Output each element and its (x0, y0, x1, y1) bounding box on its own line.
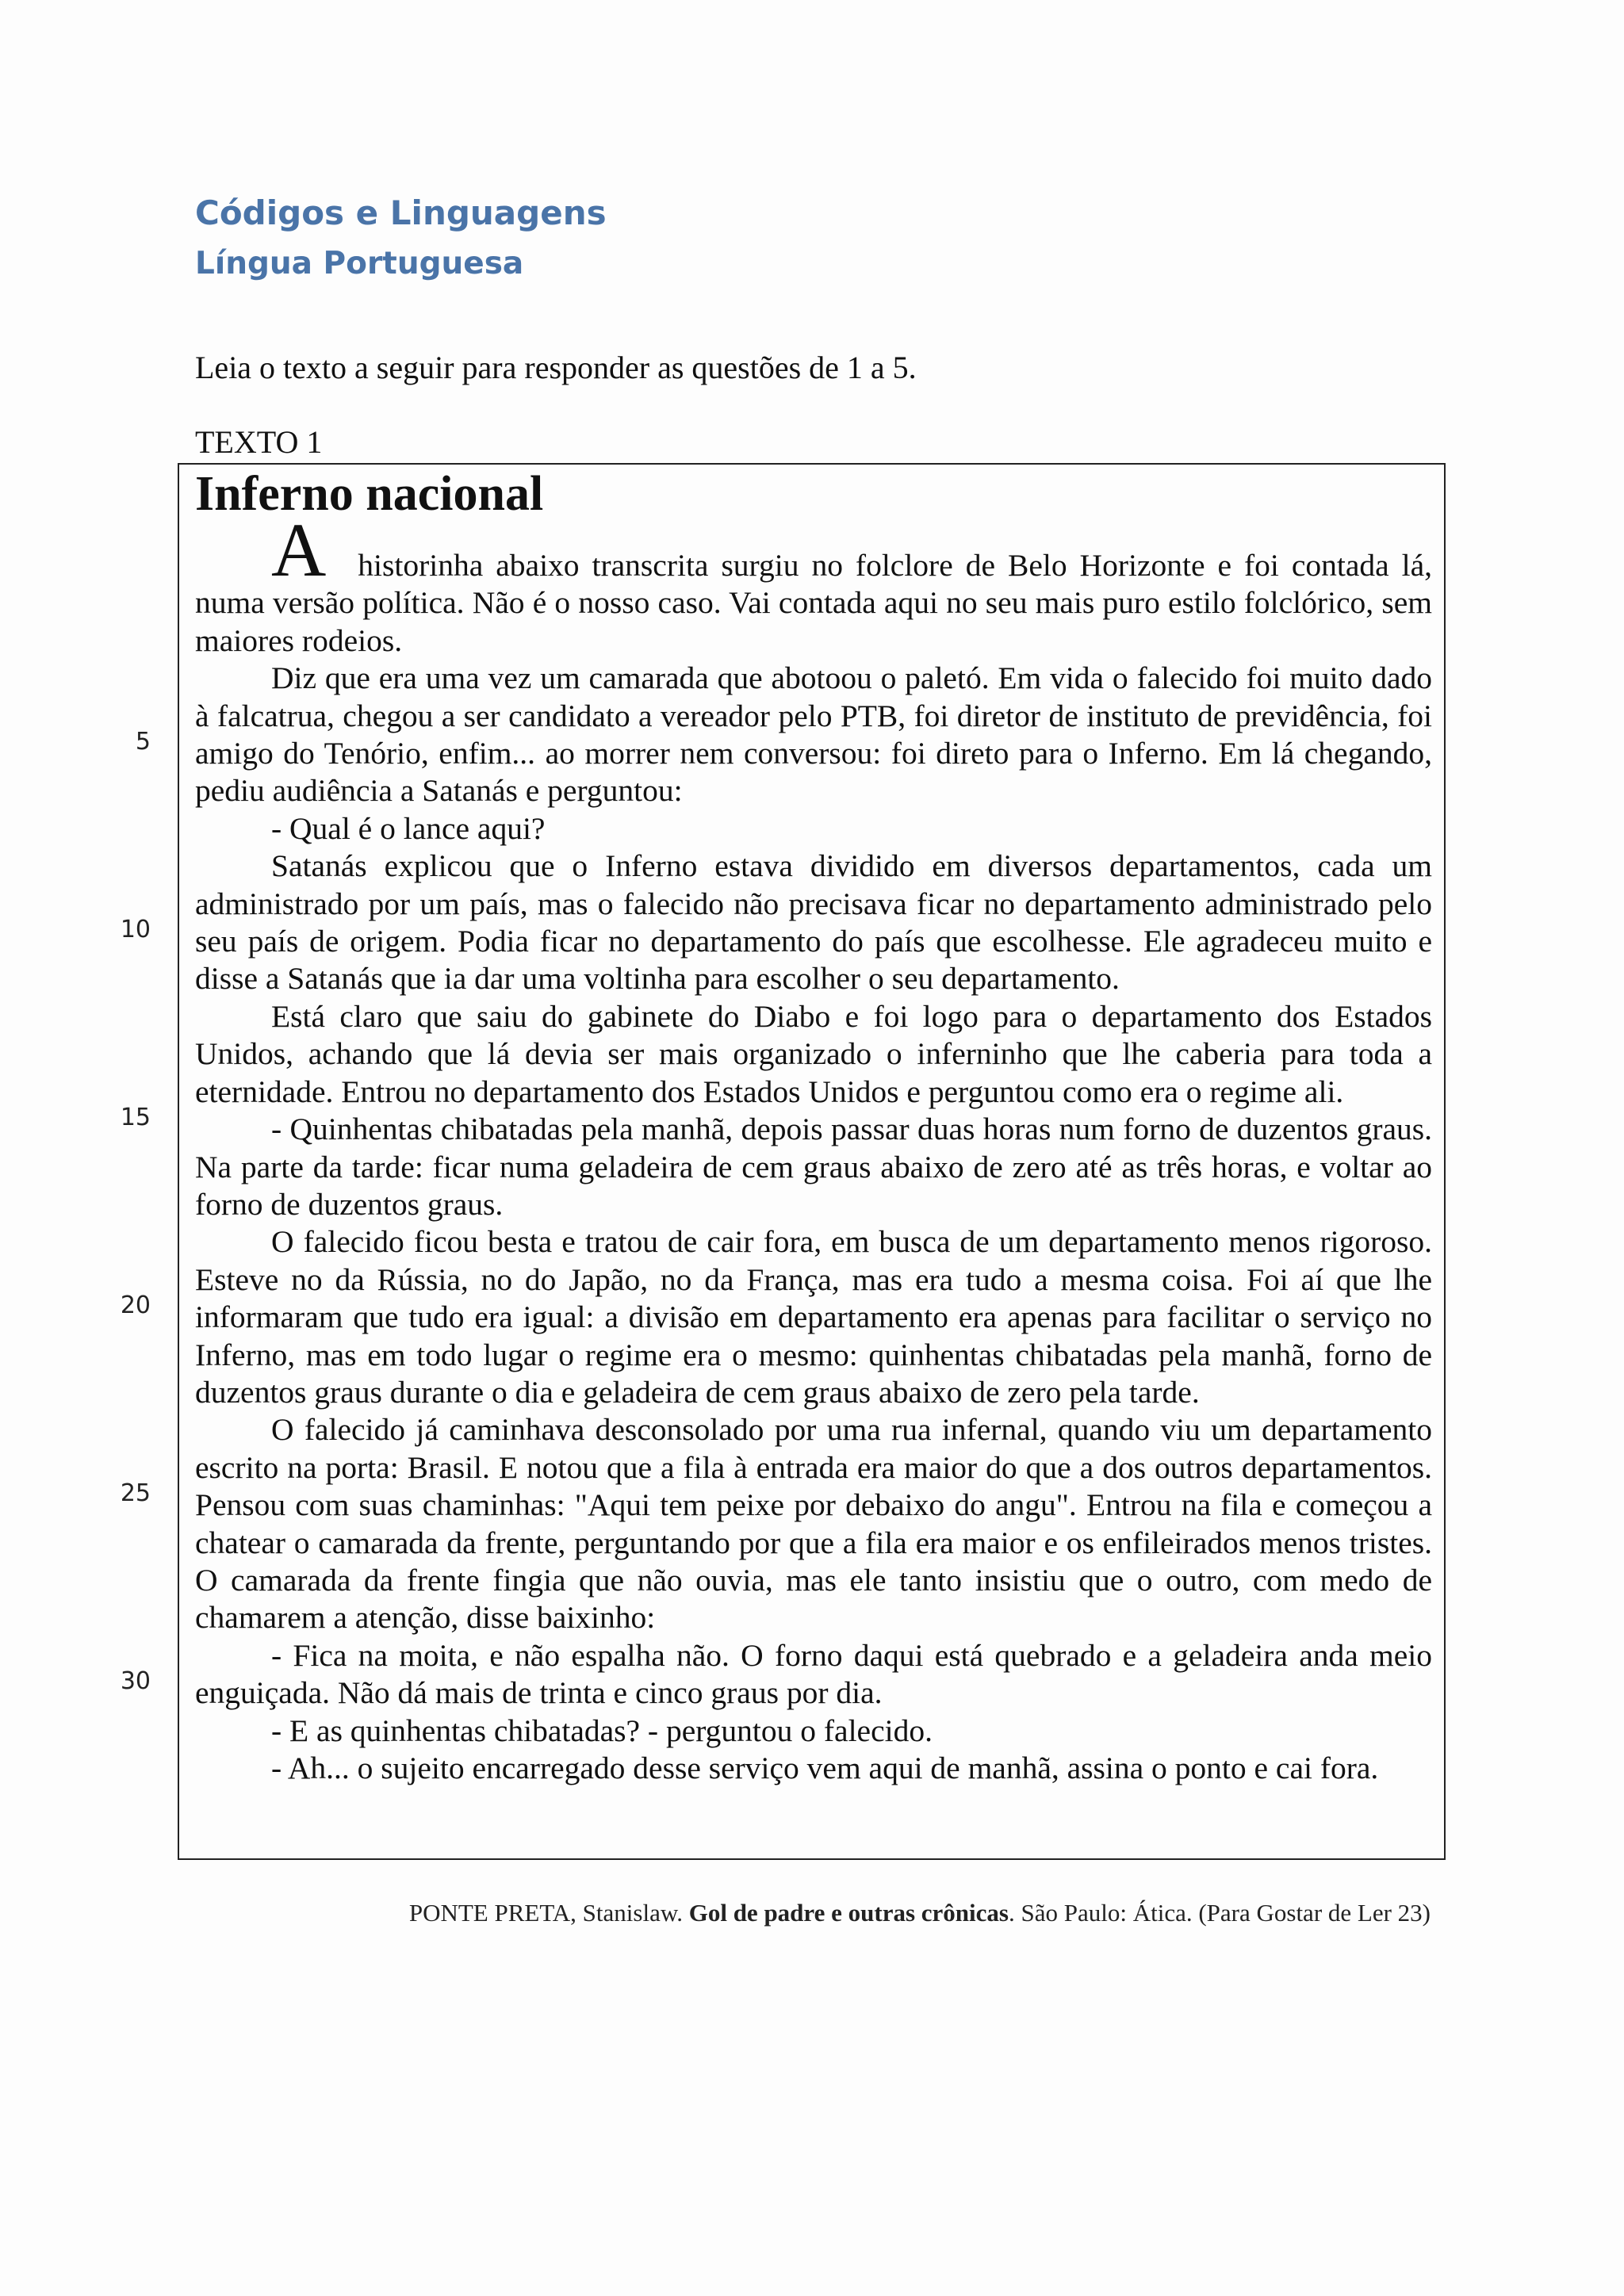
line-number: 20 (120, 1292, 151, 1319)
story-paragraph: - Qual é o lance aqui? (271, 810, 546, 846)
line-number: 25 (120, 1479, 151, 1507)
story-body (195, 507, 1432, 1787)
story-paragraph (195, 507, 1432, 660)
story-paragraph: - Quinhentas chibatadas pela manhã, depois passar duas horas num forno de duzentos graus. Na parte da tarde: ficar numa geladeira de cem graus abaixo de zero até as três horas, e voltar ao forno de duzentos graus. (195, 1112, 1432, 1222)
line-number: 5 (135, 728, 151, 756)
discipline-heading: Língua Portuguesa (195, 246, 524, 281)
credit-author: PONTE PRETA, Stanislaw. (408, 1899, 689, 1927)
story-paragraph: O falecido já caminhava desconsolado por uma rua infernal, quando viu um departamento escrito na porta: Brasil. E notou que a fila à entrada era maior do que a dos outros departamentos. Pensou com suas chaminhas: "Aqui tem peixe por debaixo do angu". Entrou na fila e começou a chatear o camarada da frente, perguntando por que a fila era maior e os enfileirados menos tristes. O camarada da frente fingia que não ouvia, mas ele tanto insistiu que o outro, com medo de chamarem a atenção, disse baixinho: (195, 1412, 1432, 1636)
paragraph-text: historinha abaixo transcrita surgiu no folclore de Belo Horizonte e foi contada lá, numa versão política. Não é o nosso caso. Vai contada aqui no seu mais puro estilo folclórico, sem maiores rodeios. (195, 548, 1432, 658)
credit-book-title: Gol de padre e outras crônicas (688, 1899, 1009, 1927)
line-number: 15 (120, 1104, 151, 1131)
drop-cap: A (271, 507, 327, 592)
line-number: 10 (120, 916, 151, 943)
story-paragraph: - Ah... o sujeito encarregado desse serviço vem aqui de manhã, assina o ponto e cai fora. (271, 1751, 1379, 1785)
source-credit (409, 1899, 1431, 1927)
story-title: Inferno nacional (195, 467, 544, 521)
story-paragraph: - E as quinhentas chibatadas? - perguntou o falecido. (271, 1712, 933, 1748)
story-paragraph: O falecido ficou besta e tratou de cair fora, em busca de um departamento menos rigoroso. Esteve no da Rússia, no do Japão, no da França, mas era tudo a mesma coisa. Foi aí que lhe informaram que tudo era igual: a divisão em departamento era apenas para facilitar o serviço no Inferno, mas em todo lugar o regime era o mesmo: quinhentas chibatadas pela manhã, forno de duzentos graus durante o dia e geladeira de cem graus abaixo de zero pela tarde. (195, 1224, 1432, 1410)
story-paragraph: - Fica na moita, e não espalha não. O forno daqui está quebrado e a geladeira anda meio enguiçada. Não dá mais de trinta e cinco graus por dia. (195, 1637, 1432, 1711)
line-number: 30 (120, 1667, 151, 1695)
instruction-text: Leia o texto a seguir para responder as questões de 1 a 5. (195, 350, 917, 385)
credit-publisher: . São Paulo: Ática. (Para Gostar de Ler 23) (1008, 1899, 1431, 1927)
story-paragraph: Satanás explicou que o Inferno estava dividido em diversos departamentos, cada um administrado por um país, mas o falecido não precisava ficar no departamento administrado pelo seu país de origem. Podia ficar no departamento do país que escolhesse. Ele agradeceu muito e disse a Satanás que ia dar uma voltinha para escolher o seu departamento. (195, 848, 1432, 997)
story-paragraph: Está claro que saiu do gabinete do Diabo e foi logo para o departamento dos Estados Unidos, achando que lá devia ser mais organizado o inferninho que lhe caberia para toda a eternidade. Entrou no departamento dos Estados Unidos e perguntou como era o regime ali. (195, 998, 1432, 1109)
story-paragraph: Diz que era uma vez um camarada que abotoou o paletó. Em vida o falecido foi muito dado à falcatrua, chegou a ser candidato a vereador pelo PTB, foi diretor de instituto de previdência, foi amigo do Tenório, enfim... ao morrer nem conversou: foi direto para o Inferno. Em lá chegando, pediu audiência a Satanás e perguntou: (195, 660, 1432, 809)
subject-heading: Códigos e Linguagens (195, 193, 607, 232)
text-label: TEXTO 1 (195, 424, 323, 460)
